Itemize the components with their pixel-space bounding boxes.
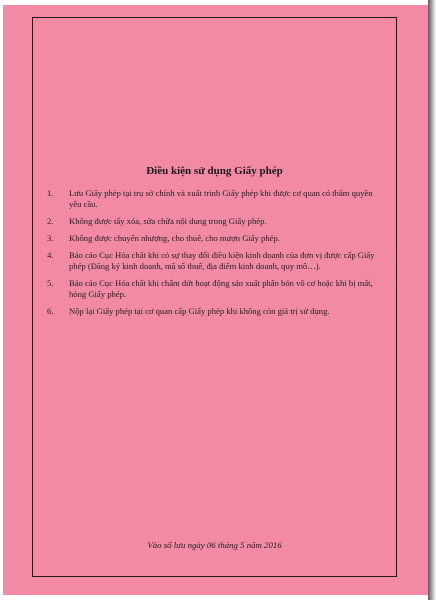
permit-sheet — [3, 5, 430, 595]
condition-number: 6. — [47, 306, 54, 316]
condition-item — [43, 278, 378, 300]
condition-number: 4. — [47, 250, 54, 260]
registration-note: Vào sổ lưu ngày 06 tháng 5 năm 2016 — [147, 540, 282, 550]
scan-edge-shadow — [428, 0, 436, 600]
condition-number: 2. — [47, 216, 54, 226]
condition-item — [43, 188, 378, 210]
conditions-list — [43, 188, 378, 323]
condition-text: Không được chuyển nhượng, cho thuê, cho mượn Giấy phép. — [69, 233, 280, 243]
condition-text: Nộp lại Giấy phép tại cơ quan cấp Giấy phép khi không còn giá trị sử dụng. — [69, 306, 330, 316]
condition-text: Báo cáo Cục Hóa chất khi chấm dứt hoạt động sản xuất phân bón vô cơ hoặc khi bị mất, hỏng Giấy phép. — [69, 278, 373, 299]
condition-item — [43, 250, 378, 272]
condition-item — [43, 306, 378, 317]
condition-number: 5. — [47, 278, 54, 288]
border-frame — [32, 17, 397, 577]
condition-number: 1. — [47, 188, 54, 198]
condition-text: Báo cáo Cục Hóa chất khi có sự thay đổi điều kiện kinh doanh của đơn vị được cấp Giấy phép (Đăng ký kinh doanh, mã số thuế, địa điểm kinh doanh, quy mô…). — [69, 250, 375, 271]
condition-item — [43, 233, 378, 244]
condition-item — [43, 216, 378, 227]
condition-text: Lưu Giấy phép tại trụ sở chính và xuất trình Giấy phép khi được cơ quan có thẩm quyền yêu cầu. — [69, 188, 373, 209]
condition-text: Không được tẩy xóa, sửa chữa nội dung trong Giấy phép. — [69, 216, 267, 226]
condition-number: 3. — [47, 233, 54, 243]
document-title: Điều kiện sử dụng Giấy phép — [146, 165, 283, 177]
